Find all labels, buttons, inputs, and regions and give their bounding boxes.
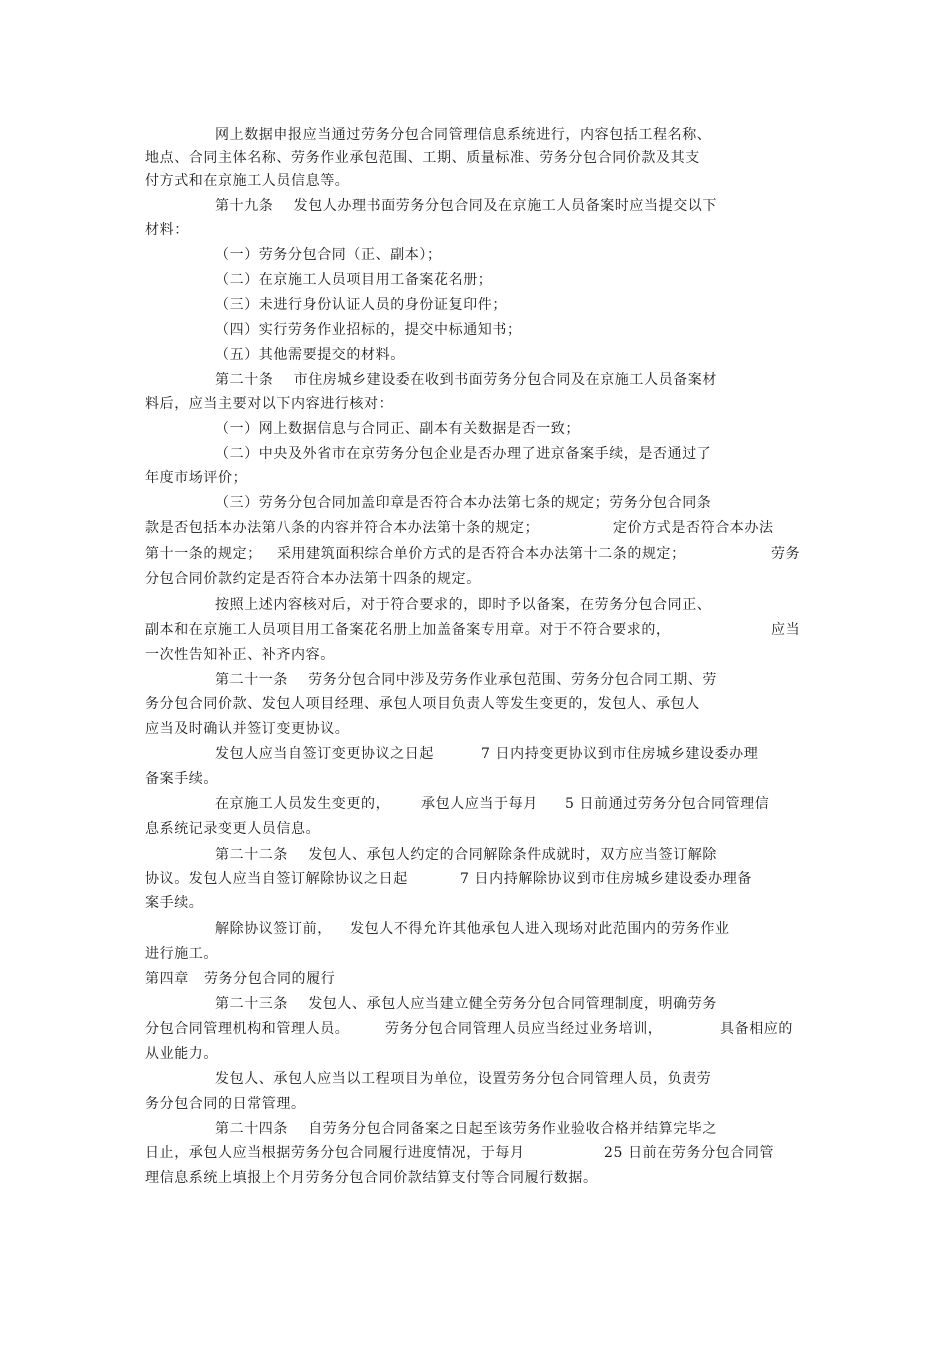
text-line: 第二十三条 发包人、承包人应当建立健全劳务分包合同管理制度，明确劳务 <box>215 996 717 1012</box>
text-line: 第十九条 发包人办理书面劳务分包合同及在京施工人员备案时应当提交以下 <box>215 198 717 214</box>
chapter-heading: 第四章 劳务分包合同的履行 <box>145 971 336 987</box>
text-line: 款是否包括本办法第八条的内容并符合本办法第十条的规定； <box>145 520 540 536</box>
text-line: 7 日内持变更协议到市住房城乡建设委办理 <box>481 746 759 762</box>
text-line: 地点、合同主体名称、劳务作业承包范围、工期、质量标准、劳务分包合同价款及其支 <box>145 150 700 166</box>
text-line: （一）劳务分包合同（正、副本）； <box>215 247 442 263</box>
text-line: （三）劳务分包合同加盖印章是否符合本办法第七条的规定；劳务分包合同条 <box>215 495 712 511</box>
text-line: 承包人应当于每月 <box>421 796 538 812</box>
text-line: 7 日内持解除协议到市住房城乡建设委办理备 <box>460 871 752 887</box>
text-line: 务分包合同的日常管理。 <box>145 1096 306 1112</box>
text-line: （二）在京施工人员项目用工备案花名册； <box>215 272 493 288</box>
text-line: 理信息系统上填报上个月劳务分包合同价款结算支付等合同履行数据。 <box>145 1170 598 1186</box>
text-line: 付方式和在京施工人员信息等。 <box>145 173 350 189</box>
text-line: 发包人应当自签订变更协议之日起 <box>215 746 434 762</box>
text-line: 分包合同管理机构和管理人员。 <box>145 1021 350 1037</box>
text-line: 第二十四条 自劳务分包合同备案之日起至该劳务作业验收合格并结算完毕之 <box>215 1121 717 1137</box>
text-line: 应当及时确认并签订变更协议。 <box>145 721 350 737</box>
text-line: 第二十一条 劳务分包合同中涉及劳务作业承包范围、劳务分包合同工期、劳 <box>215 672 717 688</box>
text-line: 第十一条的规定； 采用建筑面积综合单价方式的是否符合本办法第十二条的规定； <box>145 546 686 562</box>
text-line: 按照上述内容核对后，对于符合要求的，即时予以备案，在劳务分包合同正、 <box>215 597 712 613</box>
text-line: 副本和在京施工人员项目用工备案花名册上加盖备案专用章。对于不符合要求的， <box>145 622 671 638</box>
text-line: 从业能力。 <box>145 1046 218 1062</box>
text-line: （二）中央及外省市在京劳务分包企业是否办理了进京备案手续，是否通过了 <box>215 446 712 462</box>
text-line: 在京施工人员发生变更的， <box>215 796 391 812</box>
text-line: 劳务 <box>771 546 801 562</box>
text-line: 劳务分包合同管理人员应当经过业务培训， <box>385 1021 663 1037</box>
text-line: 务分包合同价款、发包人项目经理、承包人项目负责人等发生变更的，发包人、承包人 <box>145 696 700 712</box>
text-line: 协议。发包人应当自签订解除协议之日起 <box>145 871 408 887</box>
text-line: 网上数据申报应当通过劳务分包合同管理信息系统进行，内容包括工程名称、 <box>215 127 712 143</box>
text-line: 发包人不得允许其他承包人进入现场对此范围内的劳务作业 <box>350 921 730 937</box>
text-line: 第二十条 市住房城乡建设委在收到书面劳务分包合同及在京施工人员备案材 <box>215 372 717 388</box>
text-line: （五）其他需要提交的材料。 <box>215 347 405 363</box>
text-line: 解除协议签订前， <box>215 921 332 937</box>
text-line: 案手续。 <box>145 895 204 911</box>
text-line: 5 日前通过劳务分包合同管理信 <box>565 796 770 812</box>
text-line: （一）网上数据信息与合同正、副本有关数据是否一致； <box>215 421 580 437</box>
text-line: 料后，应当主要对以下内容进行核对： <box>145 396 394 412</box>
text-line: 25 日前在劳务分包合同管 <box>604 1145 775 1161</box>
text-line: 年度市场评价； <box>145 470 248 486</box>
text-line: 第二十二条 发包人、承包人约定的合同解除条件成就时，双方应当签订解除 <box>215 847 717 863</box>
text-line: 具备相应的 <box>720 1021 793 1037</box>
text-line: 备案手续。 <box>145 771 218 787</box>
text-line: 分包合同价款约定是否符合本办法第十四条的规定。 <box>145 571 481 587</box>
text-line: 应当 <box>771 622 801 638</box>
text-line: 一次性告知补正、补齐内容。 <box>145 647 335 663</box>
text-line: 发包人、承包人应当以工程项目为单位，设置劳务分包合同管理人员，负责劳 <box>215 1071 712 1087</box>
text-line: 进行施工。 <box>145 946 218 962</box>
text-line: （三）未进行身份认证人员的身份证复印件； <box>215 297 507 313</box>
text-line: 日止，承包人应当根据劳务分包合同履行进度情况，于每月 <box>145 1145 525 1161</box>
text-line: 定价方式是否符合本办法 <box>613 520 774 536</box>
text-line: 材料： <box>145 222 189 238</box>
text-line: （四）实行劳务作业招标的，提交中标通知书； <box>215 322 522 338</box>
text-line: 息系统记录变更人员信息。 <box>145 821 321 837</box>
